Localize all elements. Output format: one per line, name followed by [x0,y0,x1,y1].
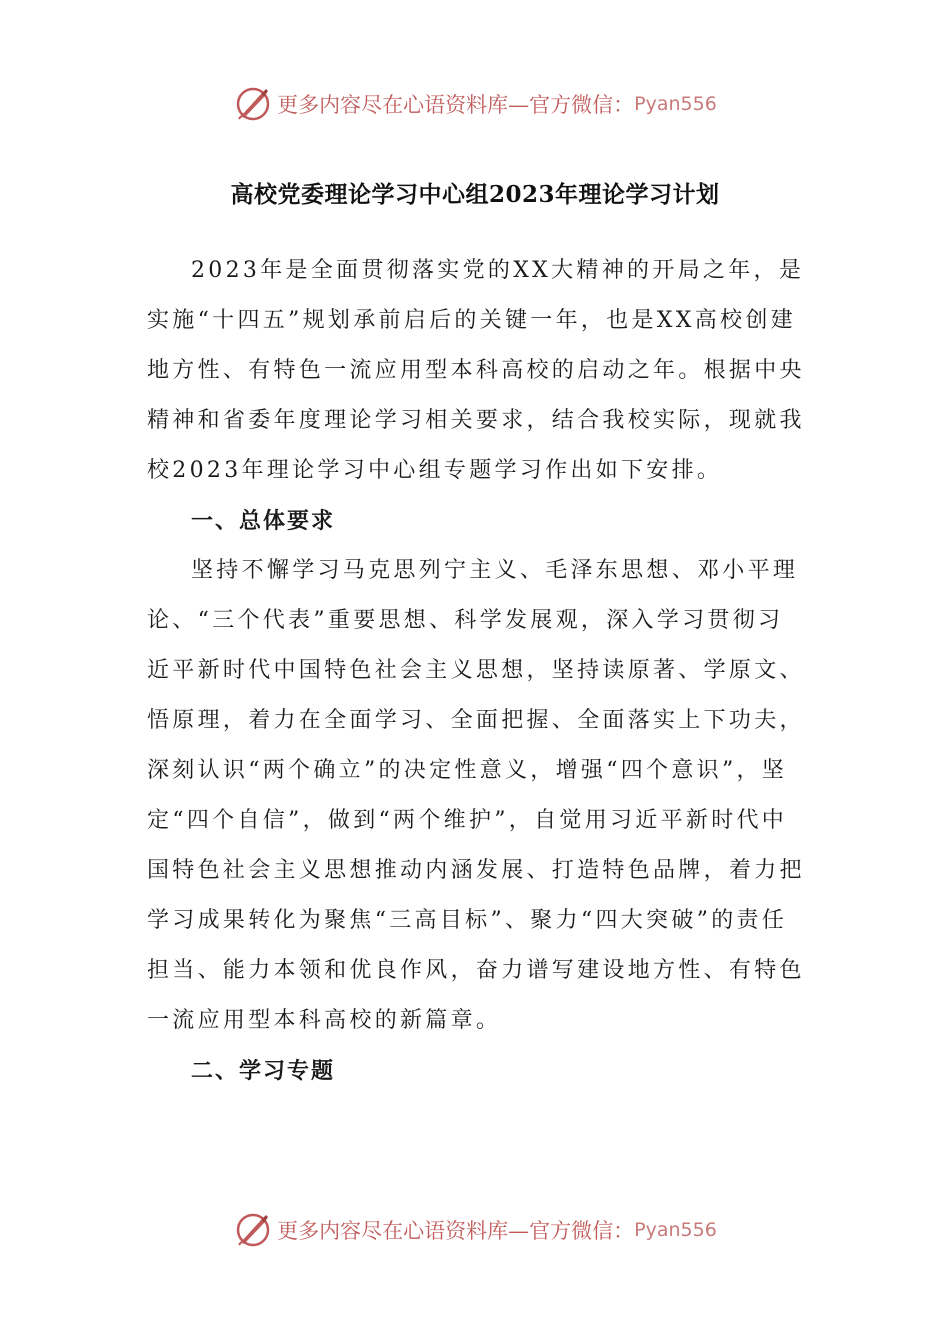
pen-logo-icon [233,84,273,124]
watermark-footer [0,1210,950,1250]
watermark-text: 更多内容尽在心语资料库—官方微信： [277,1219,635,1243]
document-title: 高校党委理论学习中心组2023年理论学习计划 [230,181,720,208]
document-body [147,246,807,1096]
watermark-header [0,84,950,124]
watermark-text: 更多内容尽在心语资料库—官方微信： [277,93,635,117]
pen-logo-icon [233,1210,273,1250]
section-heading-overall-requirements: 一、总体要求 [191,508,336,534]
watermark-wechat-id: Pyan556 [634,93,717,115]
intro-paragraph: 2023年是全面贯彻落实党的XX大精神的开局之年，是实施“十四五”规划承前启后的关键一年，也是XX高校创建地方性、有特色一流应用型本科高校的启动之年。根据中央精神和省委年度理论学习相关要求，结合我校实际，现就我校2023年理论学习中心组专题学习作出如下安排。 [147,258,805,483]
overall-requirements-paragraph: 坚持不懈学习马克思列宁主义、毛泽东思想、邓小平理论、“三个代表”重要思想、科学发展观，深入学习贯彻习近平新时代中国特色社会主义思想，坚持读原著、学原文、悟原理，着力在全面学习、全面把握、全面落实上下功夫，深刻认识“两个确立”的决定性意义，增强“四个意识”，坚定“四个自信”，做到“两个维护”，自觉用习近平新时代中国特色社会主义思想推动内涵发展、打造特色品牌，着力把学习成果转化为聚焦“三高目标”、聚力“四大突破”的责任担当、能力本领和优良作风，奋力谱写建设地方性、有特色一流应用型本科高校的新篇章。 [147,558,805,1033]
section-heading-study-topics: 二、学习专题 [191,1058,336,1084]
watermark-wechat-id: Pyan556 [634,1219,717,1241]
